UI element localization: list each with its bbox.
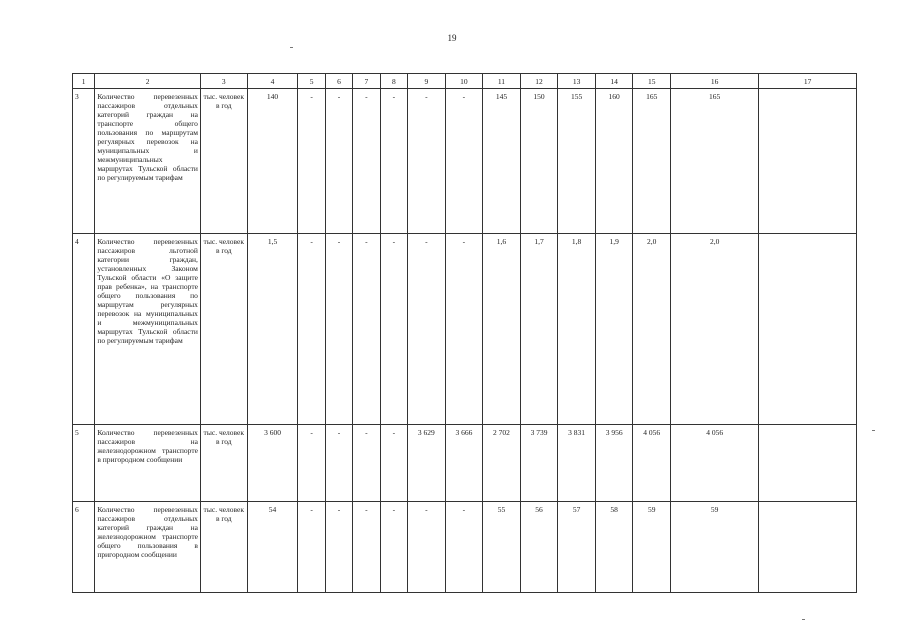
value-cell: - (445, 502, 483, 593)
value-cell: 3 629 (408, 425, 446, 502)
value-cell: - (408, 234, 446, 425)
value-cell: - (445, 89, 483, 234)
column-header-9: 9 (408, 74, 446, 89)
value-cell: 165 (670, 89, 758, 234)
value-cell: 155 (558, 89, 596, 234)
value-cell: 3 666 (445, 425, 483, 502)
value-cell: 1,5 (247, 234, 298, 425)
value-cell: 4 056 (670, 425, 758, 502)
value-cell: 1,7 (520, 234, 558, 425)
table-row (73, 234, 857, 425)
row-number: 6 (73, 502, 95, 593)
value-cell: - (325, 234, 352, 425)
column-header-15: 15 (633, 74, 671, 89)
table-row (73, 502, 857, 593)
scan-mark (872, 430, 875, 431)
value-cell: 2,0 (670, 234, 758, 425)
table-row (73, 425, 857, 502)
value-cell: 3 600 (247, 425, 298, 502)
value-cell: - (380, 234, 407, 425)
value-cell: 58 (595, 502, 633, 593)
value-cell: 1,8 (558, 234, 596, 425)
column-header-4: 4 (247, 74, 298, 89)
indicators-table (72, 73, 857, 593)
unit-of-measure: тыс. человек в год (200, 234, 247, 425)
column-header-11: 11 (483, 74, 521, 89)
column-header-16: 16 (670, 74, 758, 89)
value-cell: - (380, 502, 407, 593)
value-cell: - (408, 89, 446, 234)
indicator-name: Количество перевезенных пассажиров на железнодорожном транспорте в пригородном сообщении (95, 425, 201, 502)
column-header-12: 12 (520, 74, 558, 89)
value-cell: 145 (483, 89, 521, 234)
value-cell: 3 956 (595, 425, 633, 502)
value-cell: - (298, 502, 325, 593)
value-cell: - (408, 502, 446, 593)
indicator-name: Количество перевезенных пассажиров отдельных категорий граждан на железнодорожном транспорте общего пользования в пригородном сообщении (95, 502, 201, 593)
scan-mark (290, 47, 293, 48)
value-cell: - (380, 425, 407, 502)
value-cell: - (353, 502, 380, 593)
row-number: 3 (73, 89, 95, 234)
value-cell: - (353, 425, 380, 502)
unit-of-measure: тыс. человек в год (200, 89, 247, 234)
row-number: 4 (73, 234, 95, 425)
column-header-17: 17 (759, 74, 857, 89)
value-cell: 3 831 (558, 425, 596, 502)
column-header-5: 5 (298, 74, 325, 89)
column-header-3: 3 (200, 74, 247, 89)
indicator-name: Количество перевезенных пассажиров отдельных категорий граждан на транспорте общего пользования по маршрутам регулярных перевозок на муниципальных и межмуниципальных маршрутах Тульской области по регулируемым тарифам (95, 89, 201, 234)
unit-of-measure: тыс. человек в год (200, 425, 247, 502)
value-cell: 56 (520, 502, 558, 593)
header-row (73, 74, 857, 89)
indicator-name: Количество перевезенных пассажиров льготной категории граждан, установленных Законом Тульской области «О защите прав ребенка», на транспорте общего пользования по маршрутам регулярных перевозок на муниципальных и межмуниципальных маршрутах Тульской области по регулируемым тарифам (95, 234, 201, 425)
value-cell: 55 (483, 502, 521, 593)
value-cell: 1,9 (595, 234, 633, 425)
value-cell: - (353, 234, 380, 425)
column-header-10: 10 (445, 74, 483, 89)
value-cell: 165 (633, 89, 671, 234)
column-header-14: 14 (595, 74, 633, 89)
column-header-7: 7 (353, 74, 380, 89)
value-cell: 54 (247, 502, 298, 593)
value-cell: 1,6 (483, 234, 521, 425)
value-cell: - (353, 89, 380, 234)
value-cell: 57 (558, 502, 596, 593)
value-cell: 4 056 (633, 425, 671, 502)
value-cell: - (325, 89, 352, 234)
row-number: 5 (73, 425, 95, 502)
column-header-1: 1 (73, 74, 95, 89)
value-cell: - (445, 234, 483, 425)
value-cell: - (298, 425, 325, 502)
value-cell: 140 (247, 89, 298, 234)
value-cell: 59 (670, 502, 758, 593)
scan-mark (802, 619, 805, 620)
value-cell: - (325, 502, 352, 593)
column-header-8: 8 (380, 74, 407, 89)
column-header-6: 6 (325, 74, 352, 89)
value-cell: 2 702 (483, 425, 521, 502)
value-cell (759, 234, 857, 425)
value-cell: - (325, 425, 352, 502)
value-cell: - (298, 89, 325, 234)
value-cell (759, 502, 857, 593)
value-cell: 2,0 (633, 234, 671, 425)
column-header-2: 2 (95, 74, 201, 89)
table-row (73, 89, 857, 234)
column-header-13: 13 (558, 74, 596, 89)
value-cell: 160 (595, 89, 633, 234)
value-cell: 3 739 (520, 425, 558, 502)
value-cell (759, 89, 857, 234)
value-cell: - (298, 234, 325, 425)
value-cell: 59 (633, 502, 671, 593)
unit-of-measure: тыс. человек в год (200, 502, 247, 593)
page-number: 19 (447, 33, 457, 43)
value-cell: 150 (520, 89, 558, 234)
value-cell: - (380, 89, 407, 234)
value-cell (759, 425, 857, 502)
